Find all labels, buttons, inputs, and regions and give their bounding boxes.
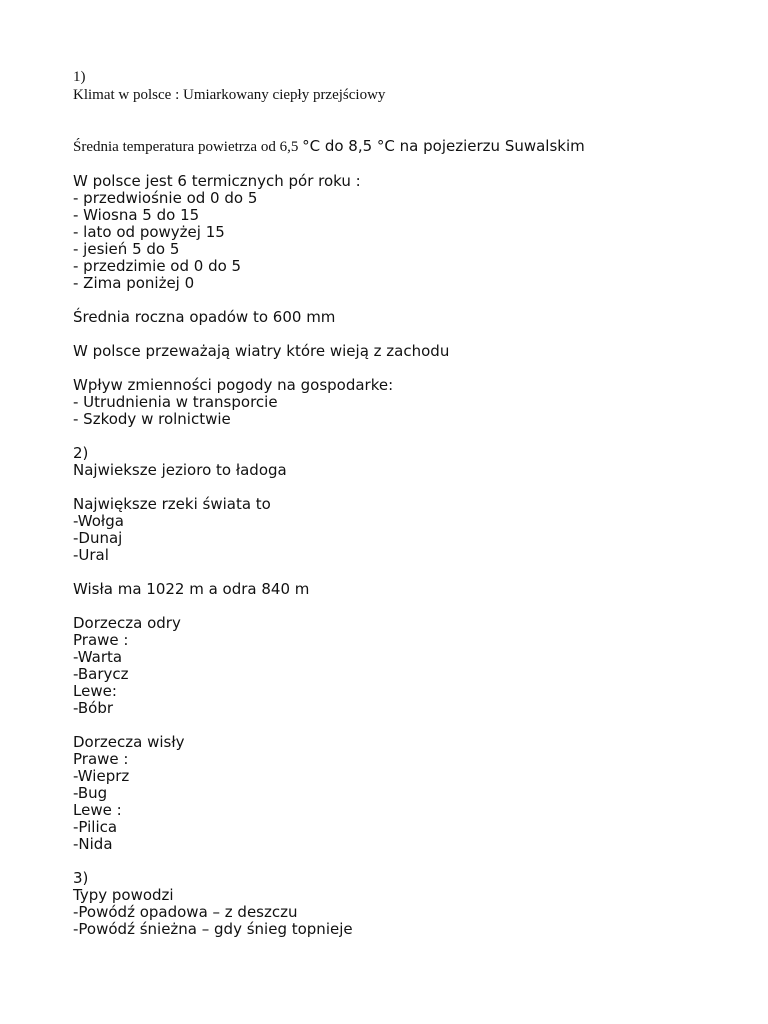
list-item: - Wiosna 5 do 15 [73, 206, 200, 224]
wisla-basin-block [73, 734, 713, 853]
list-item: -Dunaj [73, 529, 123, 547]
right-tributaries-label: Prawe : [73, 750, 129, 768]
weather-heading: Wpływ zmienności pogody na gospodarke: [73, 376, 394, 394]
list-item: - lato od powyżej 15 [73, 223, 225, 241]
section-number: 2) [73, 444, 89, 462]
section-2 [73, 445, 713, 479]
seasons-heading: W polsce jest 6 termicznych pór roku : [73, 172, 361, 190]
document-page [73, 68, 713, 955]
odra-basin-block [73, 615, 713, 717]
spacer [73, 104, 713, 138]
rivers-heading: Największe rzeki świata to [73, 495, 271, 513]
left-tributaries-label: Lewe : [73, 801, 122, 819]
section-number: 1) [73, 69, 86, 85]
temperature-text-sans: °C do 8,5 °C na pojezierzu Suwalskim [302, 137, 585, 155]
section-1 [73, 68, 713, 104]
list-item: -Pilica [73, 818, 118, 836]
list-item: - Zima poniżej 0 [73, 274, 195, 292]
list-item: -Bóbr [73, 699, 114, 717]
list-item: -Powódź śnieżna – gdy śnieg topnieje [73, 920, 353, 938]
river-lengths-line: Wisła ma 1022 m a odra 840 m [73, 580, 310, 598]
right-tributaries-label: Prawe : [73, 631, 129, 649]
seasons-block [73, 173, 713, 292]
section-3 [73, 870, 713, 938]
list-item: -Wołga [73, 512, 124, 530]
winds-line: W polsce przeważają wiatry które wieją z zachodu [73, 342, 450, 360]
list-item: - Szkody w rolnictwie [73, 410, 231, 428]
rivers-block [73, 496, 713, 564]
list-item: - przedzimie od 0 do 5 [73, 257, 242, 275]
list-item: -Ural [73, 546, 109, 564]
list-item: -Wieprz [73, 767, 130, 785]
list-item: - jesień 5 do 5 [73, 240, 180, 258]
list-item: - przedwiośnie od 0 do 5 [73, 189, 258, 207]
wisla-heading: Dorzecza wisły [73, 733, 185, 751]
section-number: 3) [73, 869, 89, 887]
list-item: -Warta [73, 648, 123, 666]
precipitation-line: Średnia roczna opadów to 600 mm [73, 308, 336, 326]
lake-line: Najwieksze jezioro to ładoga [73, 461, 287, 479]
list-item: - Utrudnienia w transporcie [73, 393, 278, 411]
list-item: -Powódź opadowa – z deszczu [73, 903, 298, 921]
floods-heading: Typy powodzi [73, 886, 174, 904]
odra-heading: Dorzecza odry [73, 614, 181, 632]
list-item: -Bug [73, 784, 108, 802]
list-item: -Nida [73, 835, 113, 853]
temperature-text-serif: Średnia temperatura powietrza od 6,5 [73, 139, 303, 155]
temperature-line [73, 138, 713, 156]
weather-impact-block [73, 377, 713, 428]
left-tributaries-label: Lewe: [73, 682, 117, 700]
list-item: -Barycz [73, 665, 129, 683]
climate-line: Klimat w polsce : Umiarkowany ciepły przejściowy [73, 87, 386, 103]
